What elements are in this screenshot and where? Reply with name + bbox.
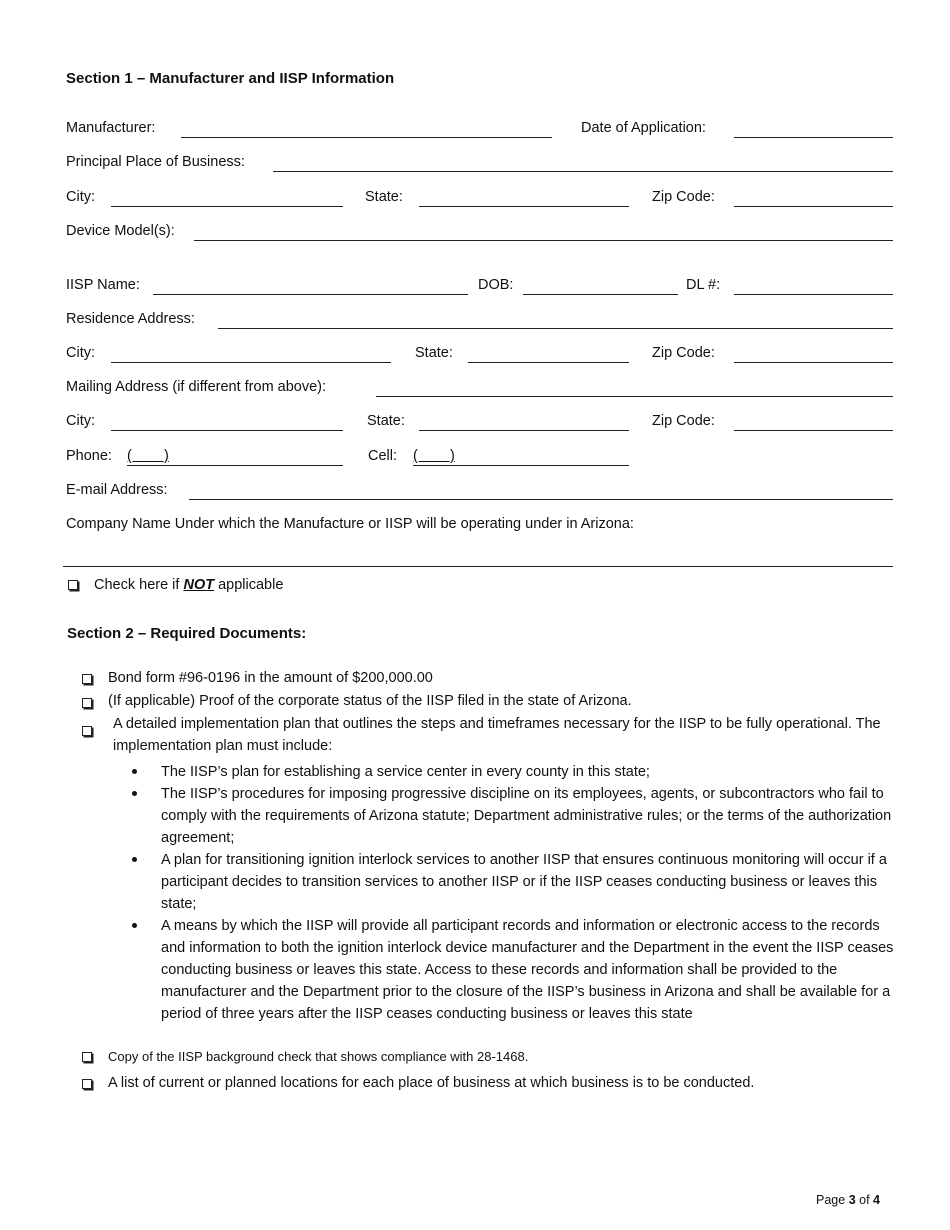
cell-label: Cell:	[368, 448, 398, 464]
implementation-bullet: The IISP’s plan for establishing a service center in every county in this state;	[161, 764, 650, 780]
principal-place-field[interactable]	[273, 171, 893, 172]
residence-address-label: Residence Address:	[66, 311, 195, 327]
not-applicable-label: Check here if NOT applicable	[94, 577, 284, 593]
page-number: Page 3 of 4	[816, 1193, 880, 1207]
item-checkbox-3[interactable]	[82, 726, 92, 736]
item-checkbox-4[interactable]	[82, 1052, 92, 1062]
company-name-field[interactable]	[63, 566, 893, 567]
business-city-field[interactable]	[111, 206, 343, 207]
bullet-dot	[132, 769, 137, 774]
not-applicable-checkbox[interactable]	[68, 580, 78, 590]
required-doc-item: Copy of the IISP background check that shows compliance with 28-1468.	[108, 1049, 529, 1064]
mailing-state-label: State:	[367, 413, 405, 429]
residence-zip-label: Zip Code:	[652, 345, 715, 361]
iisp-name-label: IISP Name:	[66, 277, 140, 293]
residence-state-field[interactable]	[468, 362, 629, 363]
bullet-dot	[132, 857, 137, 862]
required-doc-item: A list of current or planned locations for each place of business at which business is to be conducted.	[108, 1075, 755, 1091]
company-name-label: Company Name Under which the Manufacture or IISP will be operating under in Arizona:	[66, 516, 634, 532]
dl-number-field[interactable]	[734, 294, 893, 295]
dob-field[interactable]	[523, 294, 678, 295]
required-doc-item: (If applicable) Proof of the corporate status of the IISP filed in the state of Arizona.	[108, 693, 632, 709]
item-checkbox-5[interactable]	[82, 1079, 92, 1089]
date-of-application-label: Date of Application:	[581, 120, 706, 136]
dl-number-label: DL #:	[686, 277, 721, 293]
iisp-name-field[interactable]	[153, 294, 468, 295]
manufacturer-label: Manufacturer:	[66, 120, 156, 136]
device-models-field[interactable]	[194, 240, 893, 241]
section1-title: Section 1 – Manufacturer and IISP Information	[66, 70, 395, 87]
item-checkbox-2[interactable]	[82, 698, 92, 708]
mailing-address-label: Mailing Address (if different from above):	[66, 379, 327, 395]
required-doc-item: Bond form #96-0196 in the amount of $200,000.00	[108, 670, 433, 686]
phone-label: Phone:	[66, 448, 112, 464]
business-city-label: City:	[66, 189, 95, 205]
not-emphasis: NOT	[183, 577, 215, 593]
mailing-city-label: City:	[66, 413, 95, 429]
residence-address-field[interactable]	[218, 328, 893, 329]
mailing-state-field[interactable]	[419, 430, 629, 431]
residence-state-label: State:	[415, 345, 453, 361]
mailing-city-field[interactable]	[111, 430, 343, 431]
cell-field[interactable]	[413, 465, 629, 466]
bullet-dot	[132, 791, 137, 796]
dob-label: DOB:	[478, 277, 514, 293]
implementation-bullet: A plan for transitioning ignition interlock services to another IISP that ensures continuous monitoring will occur if a participant decides to transition services to another IISP or if the IISP ceases conducting business or leaves this state;	[161, 852, 887, 912]
principal-place-label: Principal Place of Business:	[66, 154, 245, 170]
item-checkbox-1[interactable]	[82, 674, 92, 684]
phone-area-code: ( )	[127, 448, 169, 464]
implementation-bullet: A means by which the IISP will provide all participant records and information or electronic access to the records and information to both the ignition interlock device manufacturer and the Department in the event the IISP ceases conducting business or leaves this state. Access to these records and information shall be provided to the manufacturer and the Department prior to the closure of the IISP’s business in Arizona and shall be available for a period of three years after the IISP ceases conducting business or leaves this state	[161, 918, 894, 1022]
residence-city-label: City:	[66, 345, 95, 361]
residence-zip-field[interactable]	[734, 362, 893, 363]
business-zip-label: Zip Code:	[652, 189, 715, 205]
required-doc-item: A detailed implementation plan that outlines the steps and timeframes necessary for the IISP to be fully operational. The implementation plan must include:	[113, 716, 881, 754]
business-zip-field[interactable]	[734, 206, 893, 207]
email-address-label: E-mail Address:	[66, 482, 168, 498]
cell-area-code: ( )	[413, 448, 455, 464]
section2-title: Section 2 – Required Documents:	[67, 625, 307, 642]
device-models-label: Device Model(s):	[66, 223, 175, 239]
business-state-field[interactable]	[419, 206, 629, 207]
mailing-zip-label: Zip Code:	[652, 413, 715, 429]
mailing-address-field[interactable]	[376, 396, 893, 397]
implementation-bullet: The IISP’s procedures for imposing progressive discipline on its employees, agents, or subcontractors who fail to comply with the requirements of Arizona statute; Department administrative rules; or the terms of the authorization agreement;	[161, 786, 892, 846]
business-state-label: State:	[365, 189, 403, 205]
residence-city-field[interactable]	[111, 362, 391, 363]
email-address-field[interactable]	[189, 499, 893, 500]
date-of-application-field[interactable]	[734, 137, 893, 138]
phone-field[interactable]	[127, 465, 343, 466]
bullet-dot	[132, 923, 137, 928]
manufacturer-field[interactable]	[181, 137, 552, 138]
mailing-zip-field[interactable]	[734, 430, 893, 431]
